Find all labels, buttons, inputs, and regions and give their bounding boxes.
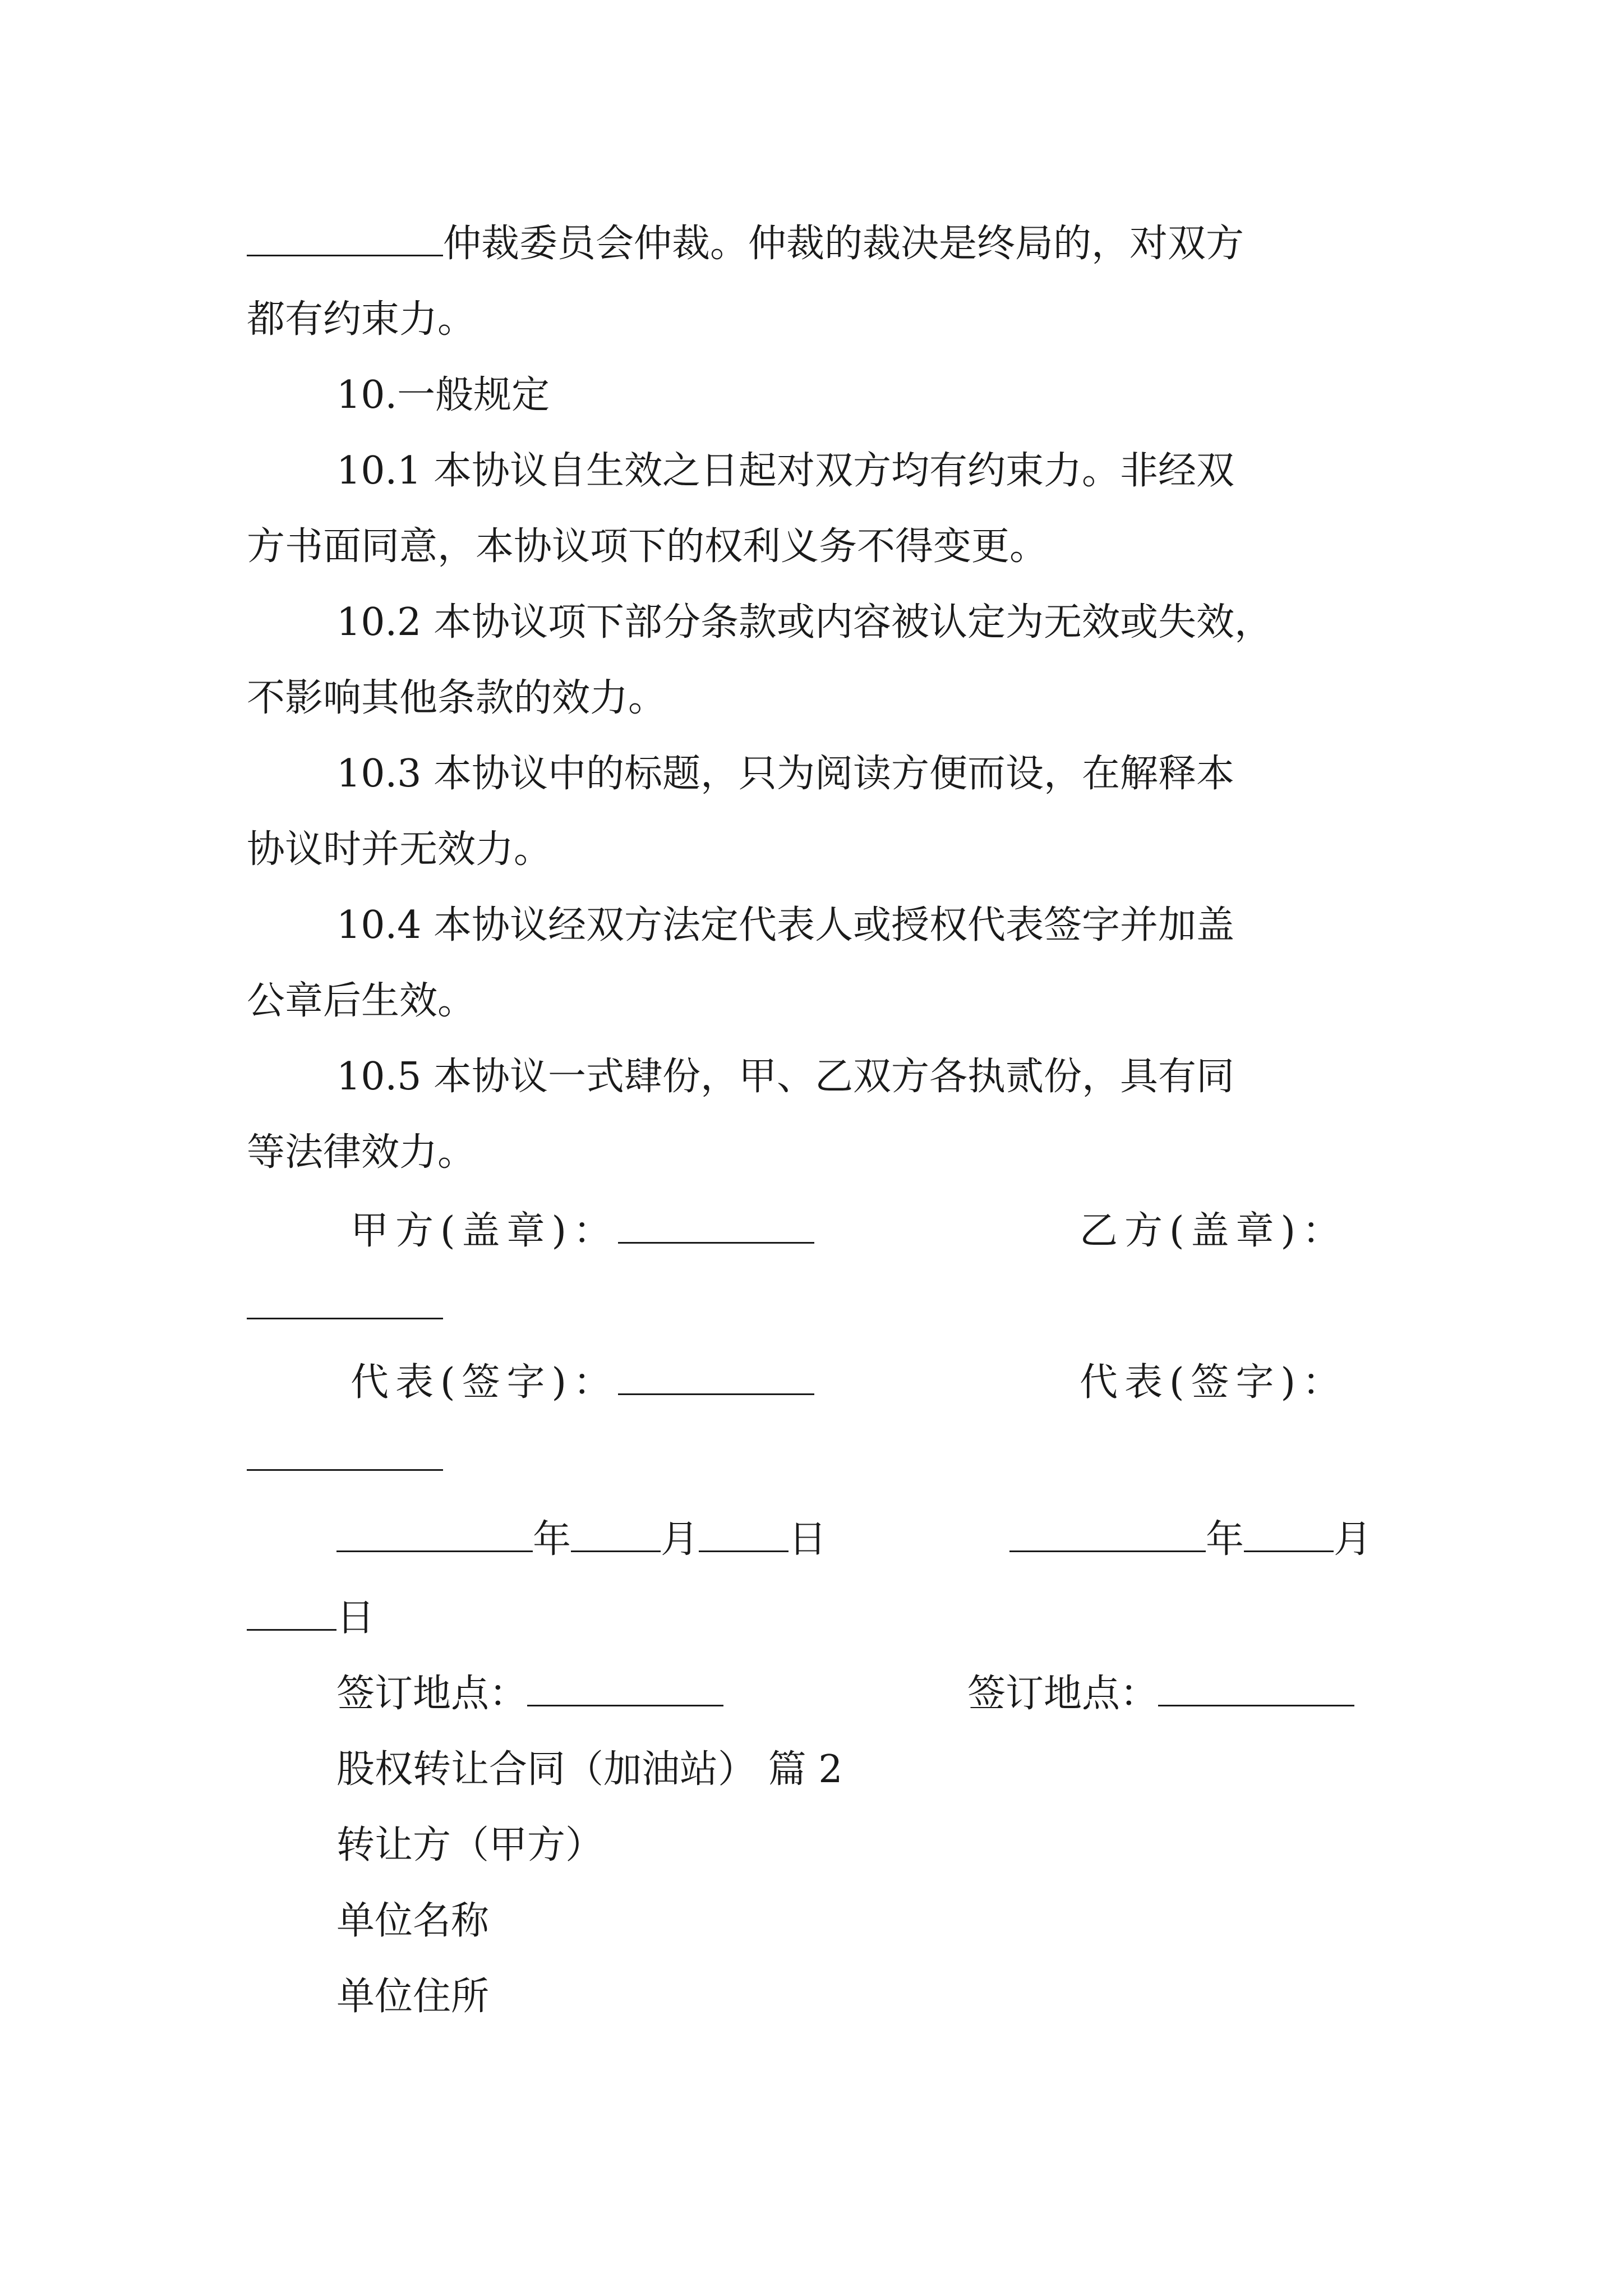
paragraph-line: 10.2 本协议项下部分条款或内容被认定为无效或失效， [336,600,1273,645]
blank-field [571,1517,661,1552]
text: 仲裁委员会仲裁。仲裁的裁决是终局的，对双方 [443,222,1244,266]
paragraph-line: 等法律效力。 [247,1130,476,1175]
month-label: 月 [661,1517,699,1562]
party-a-rep-label: 代表(签字)： [351,1360,619,1405]
signing-place-label: 签订地点： [336,1672,528,1716]
month-label: 月 [1334,1517,1372,1562]
blank-field [1244,1517,1334,1552]
blank-line [247,1282,443,1332]
blank-field [247,1595,336,1631]
signing-place-a [336,1669,723,1719]
paragraph-line: 10.3 本协议中的标题，只为阅读方便而设，在解释本 [336,752,1235,796]
party-b-rep-label: 代表(签字)： [1080,1360,1348,1405]
blank-field [336,1517,533,1552]
party-b-seal-label: 乙方(盖章)： [1080,1209,1348,1253]
section-title: 股权转让合同（加油站） 篇 2 [336,1747,843,1792]
paragraph-line [247,219,1244,269]
blank-field [527,1671,723,1706]
signing-place-label: 签订地点： [967,1672,1159,1716]
paragraph-line: 10.5 本协议一式肆份，甲、乙双方各执贰份，具有同 [336,1055,1235,1099]
party-a-seal-label: 甲方(盖章)： [351,1209,619,1253]
date-line-a [336,1515,827,1565]
blank-field [1009,1517,1206,1552]
blank-field [1158,1671,1354,1706]
paragraph-line: 方书面同意，本协议项下的权利义务不得变更。 [247,524,1048,569]
party-a-seal-line [351,1206,814,1257]
blank-field [618,1360,814,1395]
day-label: 日 [336,1596,375,1640]
transferor-label: 转让方（甲方） [336,1823,604,1867]
blank-field [247,1284,443,1319]
blank-line [247,1433,443,1484]
signing-place-b [967,1669,1354,1719]
section-heading: 10.一般规定 [336,373,550,417]
day-label: 日 [789,1517,827,1562]
year-label: 年 [533,1517,571,1562]
year-label: 年 [1206,1517,1244,1562]
date-line-b [1009,1515,1372,1565]
blank-field [247,221,443,256]
paragraph-line: 都有约束力。 [247,297,476,342]
unit-address-label: 单位住所 [336,1975,490,2019]
paragraph-line: 不影响其他条款的效力。 [247,676,667,720]
paragraph-line: 10.4 本协议经双方法定代表人或授权代表签字并加盖 [336,903,1235,947]
blank-field [618,1208,814,1244]
paragraph-line: 公章后生效。 [247,979,476,1023]
blank-field [247,1435,443,1471]
date-line-b-cont [247,1593,375,1644]
paragraph-line: 协议时并无效力。 [247,827,552,872]
blank-field [699,1517,789,1552]
unit-name-label: 单位名称 [336,1899,490,1943]
paragraph-line: 10.1 本协议自生效之日起对双方均有约束力。非经双 [336,449,1235,493]
party-a-rep-line [351,1358,814,1408]
